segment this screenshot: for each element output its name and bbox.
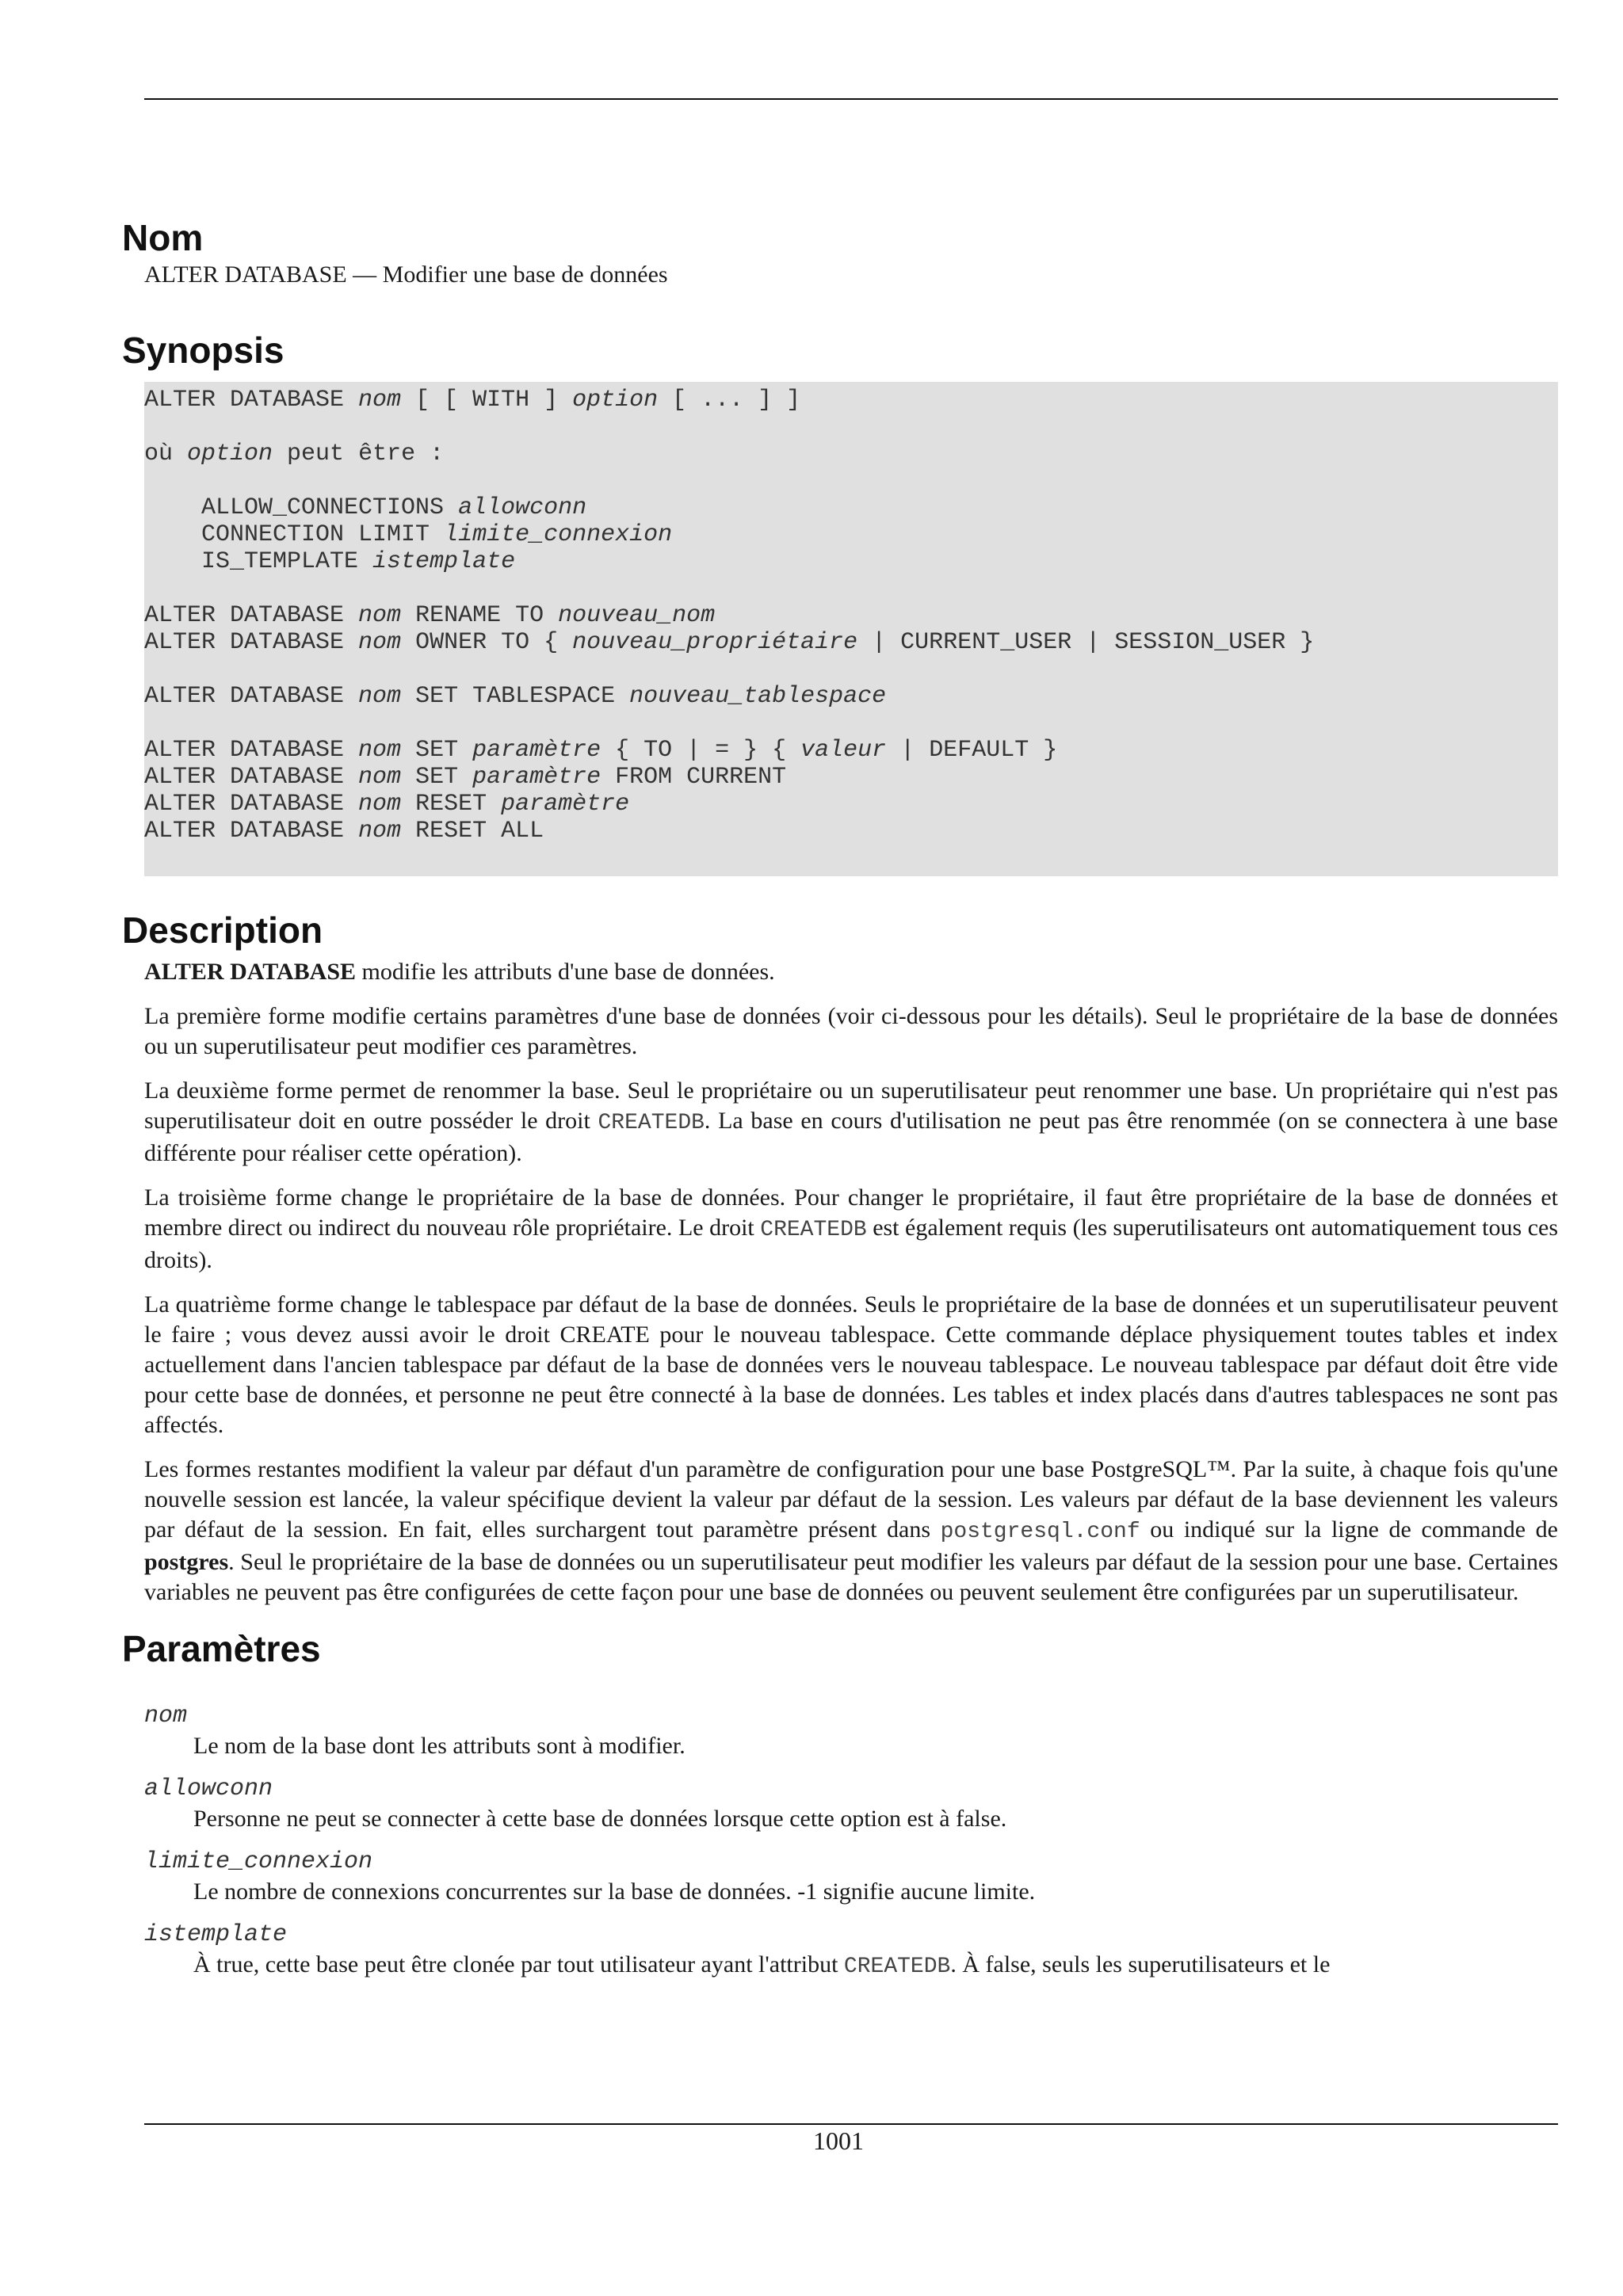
inline-code: CREATEDB	[598, 1111, 705, 1135]
description-paragraph	[144, 1183, 1558, 1276]
placeholder-term: allowconn	[458, 494, 587, 521]
parameter-definition	[193, 1877, 1558, 1907]
text-run: SET TABLESPACE	[401, 683, 630, 710]
text-run: La première forme modifie certains paramètres d'une base de données (voir ci-dessous pour les détails). Seul le propriétaire de la base de données ou un superutilisateur peut modifier ces paramètres.	[144, 1003, 1558, 1059]
text-run: SET	[401, 764, 473, 791]
placeholder-term: nom	[358, 629, 402, 656]
text-run: est également requis (les superutilisateurs ont automatiquement tous ces droits).	[144, 1215, 1559, 1273]
text-run: La quatrième forme change le tablespace par défaut de la base de données. Seuls le propriétaire de la base de données et un superutilisateur peuvent le faire ; vous devez aussi avoir le droit CREATE pour le nouveau tablespace. Cette commande déplace physiquement toutes tables et index actuellement dans l'ancien tablespace par défaut de la base de données vers le nouveau tablespace. Le nouveau tablespace par défaut doit être vide pour cette base de données, et personne ne peut être connecté à la base de données. Les tables et index placés dans d'autres tablespaces ne sont pas affectés.	[144, 1291, 1558, 1438]
synopsis-line	[144, 818, 1558, 845]
text-run: ALTER DATABASE	[144, 818, 359, 845]
placeholder-term: valeur	[800, 737, 887, 764]
synopsis-line	[144, 737, 1558, 764]
section-heading-nom: Nom	[122, 217, 204, 258]
text-run: ALTER DATABASE	[144, 683, 359, 710]
text-run: ALLOW_CONNECTIONS	[144, 494, 459, 521]
placeholder-term: nom	[358, 791, 402, 818]
synopsis-blank-line	[144, 656, 1558, 683]
bold-term: ALTER DATABASE	[144, 959, 357, 985]
text-run: La deuxième forme permet de renommer la base. Seul le propriétaire ou un superutilisateur peut renommer une base. Un propriétaire qui n'est pas superutilisateur doit en outre posséder le droit	[144, 1077, 1558, 1134]
text-run: [ ... ] ]	[658, 387, 801, 414]
text-run: | DEFAULT }	[886, 737, 1058, 764]
placeholder-term: nom	[358, 764, 402, 791]
synopsis-line	[144, 602, 1558, 629]
text-run: peut être :	[273, 441, 445, 467]
text-run: CONNECTION LIMIT	[144, 521, 445, 548]
text-run: Les formes restantes modifient la valeur par défaut d'un paramètre de configuration pour une base PostgreSQL™. Par la suite, à chaque fois qu'une nouvelle session est lancée, la valeur spécifique devient la valeur par défaut de la session. Les valeurs par défaut de la base deviennent les valeurs par défaut de la session. En fait, elles surchargent tout paramètre présent dans	[144, 1456, 1558, 1543]
text-run: ou indiqué sur la ligne de commande de	[1140, 1516, 1558, 1543]
text-run: OWNER TO {	[401, 629, 573, 656]
text-run: ALTER DATABASE	[144, 602, 359, 629]
text-run: | CURRENT_USER | SESSION_USER }	[857, 629, 1315, 656]
description-paragraph	[144, 1455, 1558, 1608]
inline-code: postgresql.conf	[940, 1520, 1140, 1544]
text-run: IS_TEMPLATE	[144, 548, 373, 575]
placeholder-term: limite_connexion	[444, 521, 673, 548]
parameter-definition	[193, 1804, 1558, 1834]
placeholder-term: nouveau_propriétaire	[572, 629, 858, 656]
parameter-term: istemplate	[144, 1921, 288, 1948]
text-run: ALTER DATABASE	[144, 737, 359, 764]
synopsis-code-block	[144, 382, 1558, 876]
description-paragraph	[144, 1076, 1558, 1169]
refname-line: ALTER DATABASE — Modifier une base de données	[144, 261, 668, 288]
text-run: où	[144, 441, 188, 467]
text-run: SET	[401, 737, 473, 764]
header-rule	[144, 98, 1558, 100]
placeholder-term: nom	[358, 818, 402, 845]
synopsis-line	[144, 791, 1558, 818]
parameter-list	[144, 1703, 1558, 1982]
parameter-term: limite_connexion	[144, 1848, 373, 1875]
synopsis-line	[144, 629, 1558, 656]
text-run: Le nom de la base dont les attributs sont à modifier.	[193, 1733, 685, 1759]
text-run: ALTER DATABASE	[144, 629, 359, 656]
synopsis-line	[144, 764, 1558, 791]
text-run: { TO | = } {	[601, 737, 801, 764]
placeholder-term: nouveau_tablespace	[629, 683, 887, 710]
inline-code: CREATEDB	[843, 1955, 951, 1979]
section-heading-parametres: Paramètres	[122, 1628, 321, 1669]
synopsis-line	[144, 387, 1558, 414]
text-run: . À false, seuls les superutilisateurs et le	[950, 1951, 1331, 1978]
text-run: RESET ALL	[401, 818, 544, 845]
placeholder-term: nom	[358, 602, 402, 629]
text-run: RESET	[401, 791, 502, 818]
text-run: FROM CURRENT	[601, 764, 787, 791]
placeholder-term: paramètre	[472, 764, 601, 791]
placeholder-term: nouveau_nom	[558, 602, 716, 629]
text-run: ALTER DATABASE	[144, 791, 359, 818]
placeholder-term: nom	[358, 683, 402, 710]
description-paragraph	[144, 957, 1558, 987]
synopsis-blank-line	[144, 710, 1558, 737]
text-run: ALTER DATABASE	[144, 387, 359, 414]
text-run: modifie les attributs d'une base de données.	[356, 959, 775, 985]
section-heading-synopsis: Synopsis	[122, 330, 285, 371]
description-paragraph	[144, 1001, 1558, 1062]
inline-code: CREATEDB	[760, 1218, 867, 1242]
synopsis-line	[144, 441, 1558, 467]
synopsis-blank-line	[144, 414, 1558, 441]
page-content	[122, 215, 1558, 1997]
description-paragraph	[144, 1290, 1558, 1440]
text-run: RENAME TO	[401, 602, 559, 629]
placeholder-term: nom	[358, 387, 402, 414]
text-run: Le nombre de connexions concurrentes sur la base de données. -1 signifie aucune limite.	[193, 1878, 1036, 1905]
synopsis-line	[144, 494, 1558, 521]
synopsis-line	[144, 548, 1558, 575]
synopsis-line	[144, 683, 1558, 710]
parameter-term: nom	[144, 1703, 188, 1730]
text-run: À true, cette base peut être clonée par tout utilisateur ayant l'attribut	[193, 1951, 844, 1978]
parameter-definition	[193, 1731, 1558, 1761]
synopsis-blank-line	[144, 575, 1558, 602]
placeholder-term: paramètre	[472, 737, 601, 764]
parameter-definition	[193, 1950, 1558, 1982]
text-run: . La base en cours d'utilisation ne peut pas être renommée (on se connectera à une base différente pour réaliser cette opération).	[144, 1108, 1558, 1166]
parameter-term: allowconn	[144, 1775, 273, 1802]
description-body	[122, 957, 1558, 1608]
placeholder-term: option	[572, 387, 659, 414]
placeholder-term: option	[187, 441, 273, 467]
text-run: . Seul le propriétaire de la base de données ou un superutilisateur peut modifier les valeurs par défaut de la session pour une base. Certaines variables ne peuvent pas être configurées de cette façon pour une base de données ou peuvent seulement être configurées par un superutilisateur.	[144, 1549, 1558, 1605]
bold-term: postgres	[144, 1549, 229, 1575]
placeholder-term: nom	[358, 737, 402, 764]
synopsis-blank-line	[144, 467, 1558, 494]
synopsis-line	[144, 521, 1558, 548]
placeholder-term: istemplate	[372, 548, 516, 575]
page-number: 1001	[813, 2126, 864, 2155]
placeholder-term: paramètre	[501, 791, 630, 818]
text-run: [ [ WITH ]	[401, 387, 573, 414]
text-run: La troisième forme change le propriétaire de la base de données. Pour changer le propriétaire, il faut être propriétaire de la base de données et membre direct ou indirect du nouveau rôle propriétaire. Le droit	[144, 1184, 1558, 1241]
text-run: ALTER DATABASE	[144, 764, 359, 791]
section-heading-description: Description	[122, 910, 323, 951]
text-run: Personne ne peut se connecter à cette base de données lorsque cette option est à false.	[193, 1806, 1007, 1832]
